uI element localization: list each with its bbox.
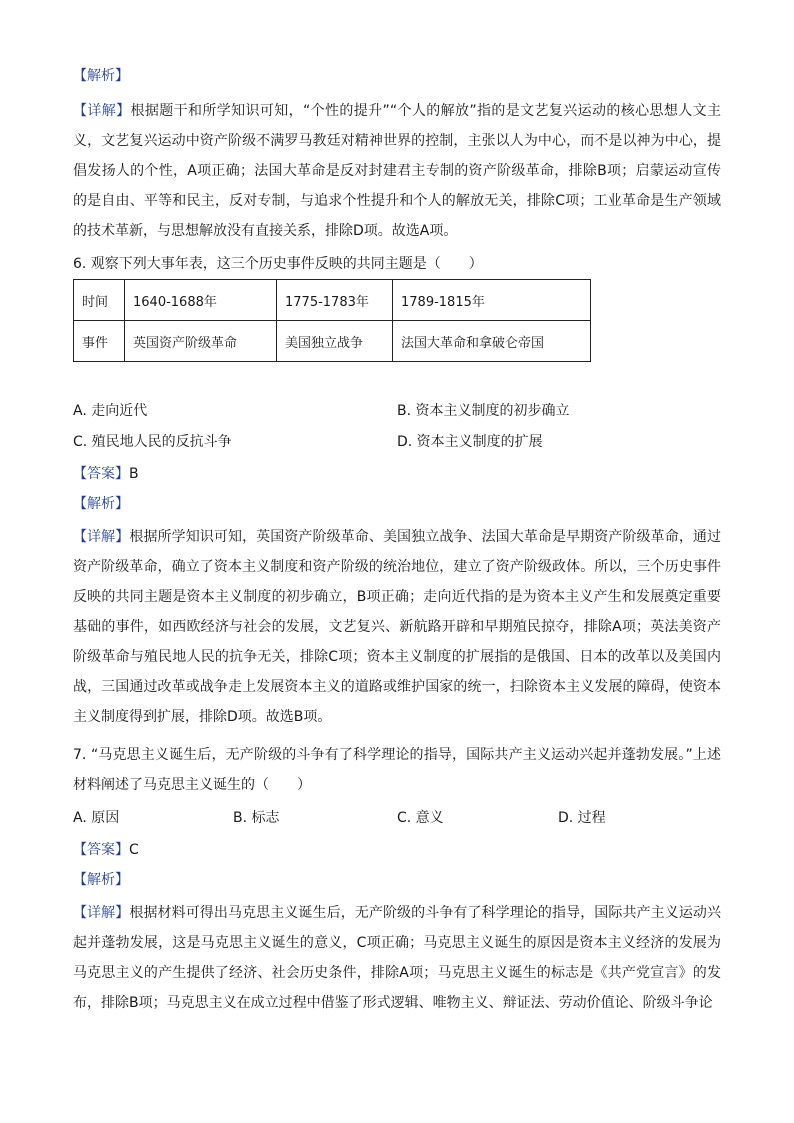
q6-stem: 6. 观察下列大事年表，这三个历史事件反映的共同主题是（ ） (73, 256, 483, 272)
q5-detail (73, 96, 721, 246)
q6-detail (73, 522, 721, 732)
q7-option-c: C. 意义 (397, 810, 444, 826)
table-cell: 1640-1688年 (125, 280, 277, 321)
table-row (74, 321, 591, 362)
q7-option-a: A. 原因 (73, 810, 120, 826)
q7-option-d: D. 过程 (558, 810, 606, 826)
q6-option-d: D. 资本主义制度的扩展 (397, 434, 543, 450)
q5-analysis-label: 【解析】 (73, 68, 129, 84)
table-cell: 事件 (74, 321, 125, 362)
q7-detail-label: 【详解】 (73, 905, 130, 921)
q6-event-table (73, 279, 591, 362)
q7-detail-text: 根据材料可得出马克思主义诞生后，无产阶级的斗争有了科学理论的指导，国际共产主义运动兴起并蓬勃发展，这是马克思主义诞生的意义，C项正确；马克思主义诞生的原因是资本主义经济的发展为马克思主义的产生提供了经济、社会历史条件，排除A项；马克思主义诞生的标志是《共产党宣言》的发布，排除B项；马克思主义在成立过程中借鉴了形式逻辑、唯物主义、辩证法、劳动价值论、阶级斗争论 (73, 905, 722, 1011)
q7-stem: 7. “马克思主义诞生后，无产阶级的斗争有了科学理论的指导，国际共产主义运动兴起并蓬勃发展。”上述材料阐述了马克思主义诞生的（ ） (73, 747, 721, 793)
q7-detail (73, 898, 721, 1018)
table-cell: 时间 (74, 280, 125, 321)
q6-option-b: B. 资本主义制度的初步确立 (397, 403, 570, 419)
q6-option-a: A. 走向近代 (73, 403, 148, 419)
table-cell: 1775-1783年 (277, 280, 393, 321)
table-cell: 法国大革命和拿破仑帝国 (393, 321, 591, 362)
q6-analysis-label: 【解析】 (73, 496, 129, 512)
table-row (74, 280, 591, 321)
q6-answer: 【答案】B (73, 466, 139, 482)
q7-answer: 【答案】C (73, 842, 139, 858)
q6-option-c: C. 殖民地人民的反抗斗争 (73, 434, 232, 450)
q7-option-b: B. 标志 (233, 810, 280, 826)
table-cell: 英国资产阶级革命 (125, 321, 277, 362)
q7-analysis-label: 【解析】 (73, 872, 129, 888)
q5-detail-label: 【详解】 (73, 103, 131, 119)
q6-detail-label: 【详解】 (73, 529, 130, 545)
table-cell: 1789-1815年 (393, 280, 591, 321)
q5-detail-text: 根据题干和所学知识可知，“个性的提升”“个人的解放”指的是文艺复兴运动的核心思想人文主义，文艺复兴运动中资产阶级不满罗马教廷对精神世界的控制，主张以人为中心，而不是以神为中心，提倡发扬人的个性，A项正确；法国大革命是反对封建君主专制的资产阶级革命，排除B项；启蒙运动宣传的是自由、平等和民主，反对专制，与追求个性提升和个人的解放无关，排除C项；工业革命是生产领域的技术革新，与思想解放没有直接关系，排除D项。故选A项。 (73, 103, 721, 239)
q6-detail-text: 根据所学知识可知，英国资产阶级革命、美国独立战争、法国大革命是早期资产阶级革命，通过资产阶级革命，确立了资本主义制度和资产阶级的统治地位，建立了资产阶级政体。所以，三个历史事件反映的共同主题是资本主义制度的初步确立，B项正确；走向近代指的是为资本主义产生和发展奠定重要基础的事件，如西欧经济与社会的发展，文艺复兴、新航路开辟和早期殖民掠夺，排除A项；英法美资产阶级革命与殖民地人民的抗争无关，排除C项；资本主义制度的扩展指的是俄国、日本的改革以及美国内战，三国通过改革或战争走上发展资本主义的道路或维护国家的统一，扫除资本主义发展的障碍，使资本主义制度得到扩展，排除D项。故选B项。 (73, 529, 722, 725)
table-cell: 美国独立战争 (277, 321, 393, 362)
